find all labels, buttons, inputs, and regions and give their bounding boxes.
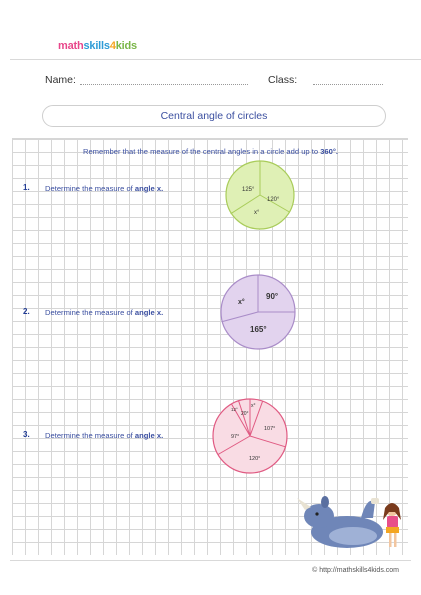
angle-label: 120°	[249, 456, 261, 462]
question-number: 3.	[23, 430, 30, 439]
angle-label: 107°	[264, 426, 276, 432]
angle-label: 165°	[250, 325, 267, 334]
angle-label: 125°	[242, 187, 255, 193]
question-text: Determine the measure of angle x.	[45, 184, 164, 193]
angle-label: 20°	[241, 411, 249, 417]
rhino-ear	[321, 496, 329, 508]
class-field[interactable]	[313, 84, 383, 85]
girl-skirt	[386, 527, 399, 533]
worksheet-title: Central angle of circles	[42, 105, 386, 127]
footer-url[interactable]: © http://mathskills4kids.com	[312, 567, 399, 574]
name-field[interactable]	[80, 84, 248, 85]
header-divider	[10, 59, 421, 60]
question-number: 2.	[23, 307, 30, 316]
footer-divider	[10, 560, 411, 561]
pie-chart-1	[225, 160, 295, 230]
angle-label: 12°	[231, 407, 238, 412]
rhino-girl-illustration	[295, 488, 407, 552]
rhino-eye	[315, 512, 318, 515]
angle-label: 120°	[267, 197, 280, 203]
question-text: Determine the measure of angle x.	[45, 431, 164, 440]
site-logo: mathskills4kids	[58, 40, 137, 52]
name-label: Name:	[45, 74, 76, 86]
girl-shirt	[387, 516, 398, 528]
class-label: Class:	[268, 74, 298, 86]
rhino-belly	[329, 527, 377, 545]
rhino-foot	[371, 498, 379, 504]
question-number: 1.	[23, 183, 30, 192]
pie-chart-3	[212, 398, 288, 474]
girl-leg	[389, 533, 392, 547]
pie-chart-2	[220, 274, 296, 350]
angle-label: x°	[251, 403, 256, 409]
angle-label: x°	[238, 299, 245, 306]
angle-label: 90°	[266, 292, 279, 301]
instruction-text: Remember that the measure of the central angles in a circle add up to 360°.	[82, 147, 339, 156]
girl-leg	[394, 533, 397, 547]
angle-label: x°	[254, 210, 260, 216]
question-text: Determine the measure of angle x.	[45, 308, 164, 317]
angle-label: 97°	[231, 434, 240, 440]
